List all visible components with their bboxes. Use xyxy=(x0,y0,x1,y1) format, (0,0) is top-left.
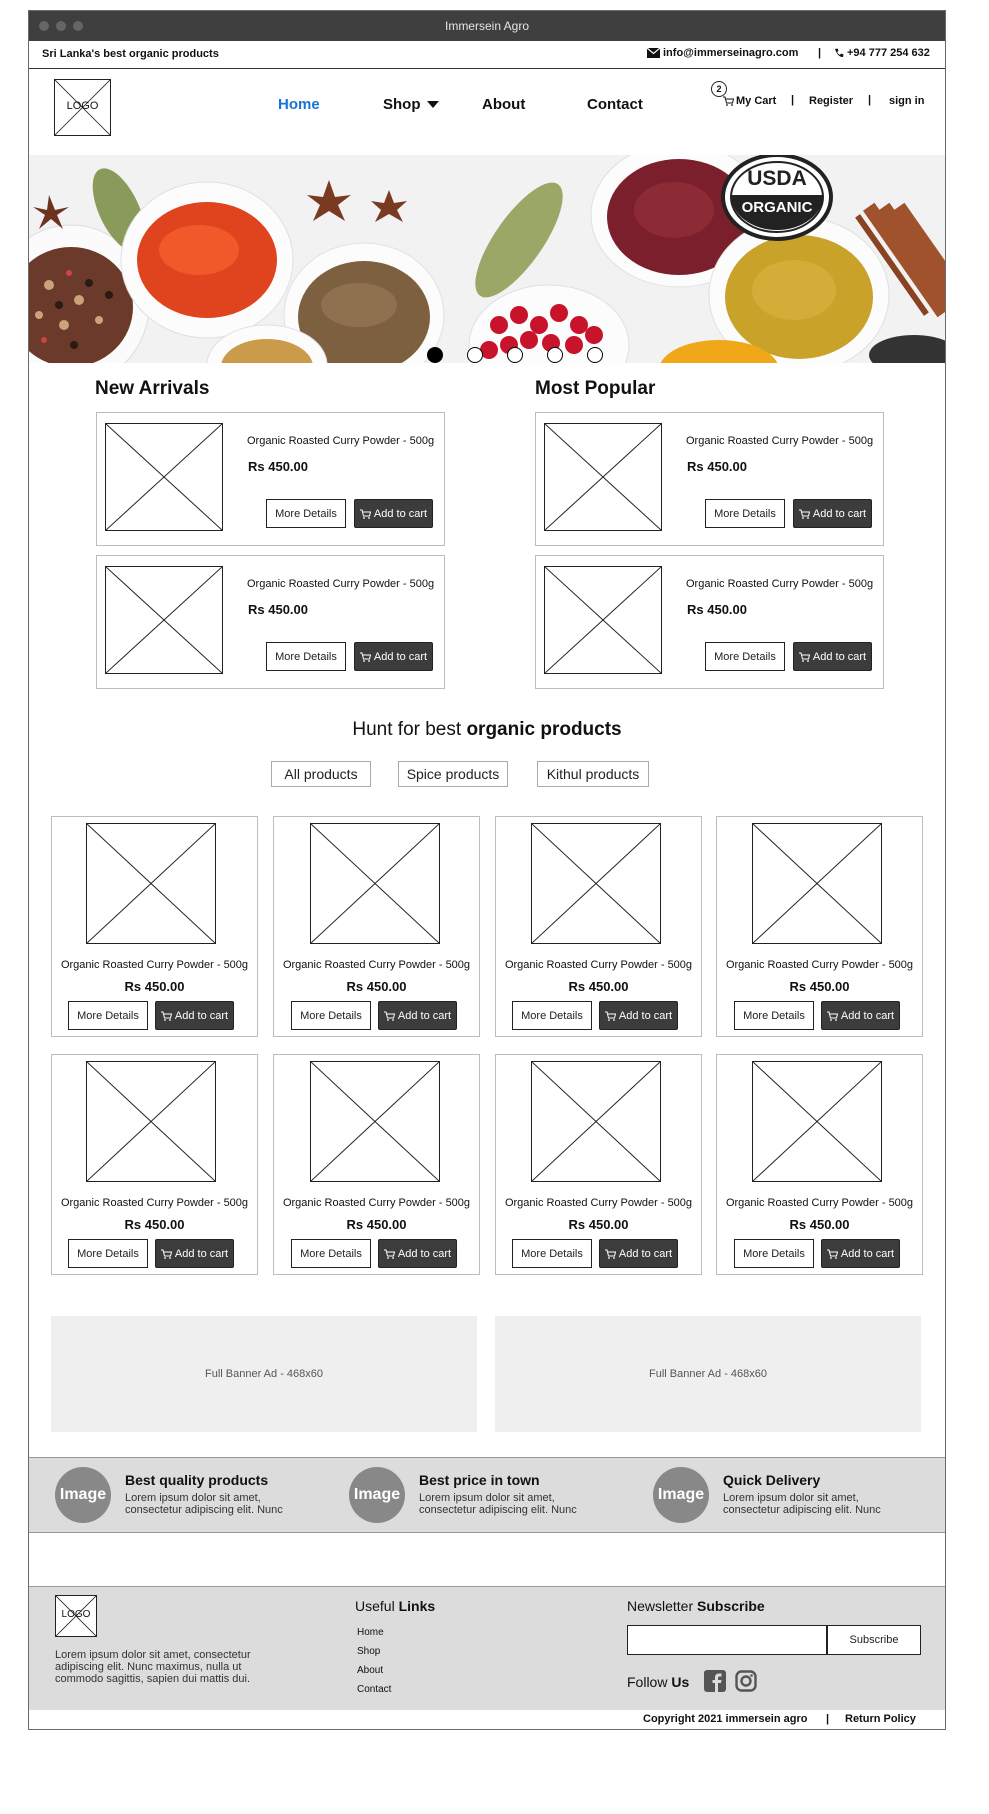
cart-icon xyxy=(827,1011,838,1021)
cart-icon xyxy=(723,96,734,106)
top-info-bar xyxy=(29,41,945,69)
add-to-cart-label: Add to cart xyxy=(174,1009,229,1022)
product-name[interactable]: Organic Roasted Curry Powder - 500g xyxy=(504,1197,693,1209)
product-name[interactable]: Organic Roasted Curry Powder - 500g xyxy=(60,959,249,971)
cart-count-badge: 2 xyxy=(711,81,727,97)
minimize-window-button[interactable] xyxy=(56,21,66,31)
more-details-button[interactable]: More Details xyxy=(68,1239,148,1268)
add-to-cart-button[interactable] xyxy=(793,642,872,671)
email-contact[interactable] xyxy=(647,47,798,59)
divider: | xyxy=(868,94,872,106)
cart-icon xyxy=(384,1249,395,1259)
browser-window xyxy=(28,10,946,1730)
most-popular-card xyxy=(535,555,884,689)
more-details-button[interactable]: More Details xyxy=(705,499,785,528)
newsletter-heading-light: Newsletter xyxy=(627,1598,694,1614)
product-image[interactable] xyxy=(86,1061,216,1182)
carousel-dot-4[interactable] xyxy=(547,347,563,363)
add-to-cart-label: Add to cart xyxy=(397,1247,452,1260)
product-price: Rs 450.00 xyxy=(687,459,747,474)
product-price: Rs 450.00 xyxy=(124,979,185,994)
product-image[interactable] xyxy=(105,566,223,674)
usda-badge-bottom: ORGANIC xyxy=(741,199,813,216)
add-to-cart-button[interactable] xyxy=(155,1001,234,1030)
product-price: Rs 450.00 xyxy=(346,979,407,994)
envelope-icon xyxy=(647,48,660,58)
carousel-dot-1[interactable] xyxy=(427,347,443,363)
hunt-heading-light: Hunt for best xyxy=(352,719,462,740)
feature-title: Best quality products xyxy=(125,1472,269,1488)
product-name[interactable]: Organic Roasted Curry Powder - 500g xyxy=(282,1197,471,1209)
copyright-text: Copyright 2021 immersein agro xyxy=(643,1713,808,1725)
tagline: Sri Lanka's best organic products xyxy=(42,48,219,60)
add-to-cart-button[interactable] xyxy=(155,1239,234,1268)
cart-icon xyxy=(799,509,810,519)
return-policy-link[interactable]: Return Policy xyxy=(845,1713,916,1725)
product-image[interactable] xyxy=(105,423,223,531)
email-text: info@immerseinagro.com xyxy=(663,47,799,59)
phone-contact[interactable] xyxy=(834,47,930,59)
add-to-cart-button[interactable] xyxy=(354,642,433,671)
copyright-bar xyxy=(29,1710,945,1728)
add-to-cart-label: Add to cart xyxy=(840,1009,895,1022)
divider: | xyxy=(818,47,822,59)
newsletter-heading xyxy=(627,1598,765,1614)
add-to-cart-button[interactable] xyxy=(821,1239,900,1268)
product-image[interactable] xyxy=(752,823,882,944)
product-image[interactable] xyxy=(531,1061,661,1182)
product-image[interactable] xyxy=(544,423,662,531)
more-details-button[interactable]: More Details xyxy=(734,1239,814,1268)
feature-image: Image xyxy=(653,1467,709,1523)
product-image[interactable] xyxy=(531,823,661,944)
more-details-button[interactable]: More Details xyxy=(266,499,346,528)
feature-text: Lorem ipsum dolor sit amet, consectetur adipiscing elit. Nunc xyxy=(419,1492,577,1516)
my-cart-label: My Cart xyxy=(736,95,777,107)
product-price: Rs 450.00 xyxy=(248,602,308,617)
add-to-cart-label: Add to cart xyxy=(618,1009,673,1022)
add-to-cart-label: Add to cart xyxy=(840,1247,895,1260)
usda-badge-top: USDA xyxy=(747,167,807,190)
product-price: Rs 450.00 xyxy=(789,979,850,994)
more-details-button[interactable]: More Details xyxy=(705,642,785,671)
follow-heading-light: Follow xyxy=(627,1674,668,1690)
hunt-heading xyxy=(29,719,945,741)
product-name[interactable]: Organic Roasted Curry Powder - 500g xyxy=(725,959,914,971)
add-to-cart-label: Add to cart xyxy=(174,1247,229,1260)
useful-links-heading-light: Useful xyxy=(355,1598,395,1614)
product-name[interactable]: Organic Roasted Curry Powder - 500g xyxy=(247,578,435,590)
product-price: Rs 450.00 xyxy=(568,979,629,994)
nav-shop[interactable] xyxy=(383,96,439,113)
features-strip xyxy=(29,1457,945,1533)
filter-kithul-products[interactable]: Kithul products xyxy=(537,761,649,787)
product-price: Rs 450.00 xyxy=(568,1217,629,1232)
more-details-button[interactable]: More Details xyxy=(266,642,346,671)
new-arrival-card xyxy=(96,555,445,689)
product-card xyxy=(495,816,702,1037)
phone-text: +94 777 254 632 xyxy=(847,47,930,59)
feature-text: Lorem ipsum dolor sit amet, consectetur adipiscing elit. Nunc xyxy=(723,1492,881,1516)
window-title: Immersein Agro xyxy=(444,19,530,33)
footer-link-home[interactable]: Home xyxy=(357,1627,384,1638)
most-popular-card xyxy=(535,412,884,546)
add-to-cart-label: Add to cart xyxy=(618,1247,673,1260)
add-to-cart-label: Add to cart xyxy=(373,507,428,520)
follow-heading xyxy=(627,1674,689,1690)
feature-title: Quick Delivery xyxy=(723,1472,821,1488)
filter-spice-products[interactable]: Spice products xyxy=(398,761,508,787)
product-card xyxy=(273,816,480,1037)
product-card xyxy=(273,1054,480,1275)
register-link[interactable]: Register xyxy=(809,95,854,107)
feature-text: Lorem ipsum dolor sit amet, consectetur adipiscing elit. Nunc xyxy=(125,1492,283,1516)
product-name[interactable]: Organic Roasted Curry Powder - 500g xyxy=(60,1197,249,1209)
nav-contact[interactable]: Contact xyxy=(587,96,643,113)
add-to-cart-button[interactable] xyxy=(599,1001,678,1030)
product-price: Rs 450.00 xyxy=(248,459,308,474)
product-card xyxy=(716,1054,923,1275)
product-name[interactable]: Organic Roasted Curry Powder - 500g xyxy=(686,435,874,447)
newsletter-email-input[interactable] xyxy=(627,1625,827,1655)
hunt-heading-bold: organic products xyxy=(466,719,622,740)
product-image[interactable] xyxy=(544,566,662,674)
follow-heading-bold: Us xyxy=(671,1674,690,1690)
add-to-cart-label: Add to cart xyxy=(812,650,867,663)
add-to-cart-button[interactable] xyxy=(821,1001,900,1030)
divider: | xyxy=(826,1713,830,1725)
add-to-cart-button[interactable] xyxy=(793,499,872,528)
cart-icon xyxy=(827,1249,838,1259)
my-cart-link[interactable] xyxy=(723,95,776,107)
footer-link-contact[interactable]: Contact xyxy=(357,1684,392,1695)
carousel-dot-2[interactable] xyxy=(467,347,483,363)
filter-all-products[interactable]: All products xyxy=(271,761,371,787)
add-to-cart-label: Add to cart xyxy=(373,650,428,663)
divider: | xyxy=(791,94,795,106)
carousel-dot-5[interactable] xyxy=(587,347,603,363)
phone-icon xyxy=(834,48,844,58)
product-card xyxy=(51,1054,258,1275)
new-arrival-card xyxy=(96,412,445,546)
add-to-cart-label: Add to cart xyxy=(812,507,867,520)
footer-link-about[interactable]: About xyxy=(357,1665,384,1676)
cart-icon xyxy=(360,652,371,662)
newsletter-heading-bold: Subscribe xyxy=(697,1598,765,1614)
feature-title: Best price in town xyxy=(419,1472,540,1488)
product-name[interactable]: Organic Roasted Curry Powder - 500g xyxy=(686,578,874,590)
add-to-cart-button[interactable] xyxy=(378,1001,457,1030)
nav-shop-label: Shop xyxy=(383,96,421,113)
product-price: Rs 450.00 xyxy=(346,1217,407,1232)
product-name[interactable]: Organic Roasted Curry Powder - 500g xyxy=(282,959,471,971)
nav-about[interactable]: About xyxy=(482,96,526,113)
cart-icon xyxy=(161,1011,172,1021)
product-image[interactable] xyxy=(86,823,216,944)
footer-link-shop[interactable]: Shop xyxy=(357,1646,381,1657)
product-card xyxy=(51,816,258,1037)
new-arrivals-title: New Arrivals xyxy=(95,378,210,399)
spices-hero-image xyxy=(29,155,945,363)
ad-banner[interactable]: Full Banner Ad - 468x60 xyxy=(51,1316,477,1432)
cart-icon xyxy=(360,509,371,519)
product-image[interactable] xyxy=(310,1061,440,1182)
product-name[interactable]: Organic Roasted Curry Powder - 500g xyxy=(247,435,435,447)
product-image[interactable] xyxy=(752,1061,882,1182)
hero-carousel xyxy=(29,155,945,363)
signin-link[interactable]: sign in xyxy=(889,95,925,107)
facebook-icon[interactable] xyxy=(704,1670,726,1692)
cart-icon xyxy=(161,1249,172,1259)
footer xyxy=(29,1586,945,1711)
add-to-cart-button[interactable] xyxy=(378,1239,457,1268)
product-card xyxy=(716,816,923,1037)
product-name[interactable]: Organic Roasted Curry Powder - 500g xyxy=(504,959,693,971)
useful-links-heading-bold: Links xyxy=(398,1598,436,1614)
maximize-window-button[interactable] xyxy=(73,21,83,31)
product-price: Rs 450.00 xyxy=(789,1217,850,1232)
logo-text: LOGO xyxy=(66,100,99,112)
useful-links-heading xyxy=(355,1598,435,1614)
product-name[interactable]: Organic Roasted Curry Powder - 500g xyxy=(725,1197,914,1209)
product-card xyxy=(495,1054,702,1275)
add-to-cart-button[interactable] xyxy=(354,499,433,528)
subscribe-button[interactable]: Subscribe xyxy=(827,1625,921,1655)
add-to-cart-label: Add to cart xyxy=(397,1009,452,1022)
instagram-icon[interactable] xyxy=(735,1670,757,1692)
nav-home[interactable]: Home xyxy=(278,96,320,113)
ad-banner[interactable]: Full Banner Ad - 468x60 xyxy=(495,1316,921,1432)
cart-icon xyxy=(799,652,810,662)
close-window-button[interactable] xyxy=(39,21,49,31)
product-price: Rs 450.00 xyxy=(124,1217,185,1232)
product-price: Rs 450.00 xyxy=(687,602,747,617)
footer-logo-text: LOGO xyxy=(61,1609,91,1620)
footer-about: Lorem ipsum dolor sit amet, consectetur adipiscing elit. Nunc maximus, nulla ut commodo sagittis, sapien dui mattis dui. xyxy=(55,1649,251,1685)
more-details-button[interactable]: More Details xyxy=(291,1239,371,1268)
more-details-button[interactable]: More Details xyxy=(68,1001,148,1030)
cart-icon xyxy=(384,1011,395,1021)
more-details-button[interactable]: More Details xyxy=(512,1239,592,1268)
product-image[interactable] xyxy=(310,823,440,944)
cart-icon xyxy=(605,1249,616,1259)
add-to-cart-button[interactable] xyxy=(599,1239,678,1268)
more-details-button[interactable]: More Details xyxy=(291,1001,371,1030)
cart-icon xyxy=(605,1011,616,1021)
more-details-button[interactable]: More Details xyxy=(734,1001,814,1030)
more-details-button[interactable]: More Details xyxy=(512,1001,592,1030)
most-popular-title: Most Popular xyxy=(535,378,656,399)
footer-logo[interactable] xyxy=(55,1595,97,1637)
feature-image: Image xyxy=(349,1467,405,1523)
chevron-down-icon xyxy=(427,101,439,109)
title-bar xyxy=(29,11,945,41)
carousel-dot-3[interactable] xyxy=(507,347,523,363)
feature-image: Image xyxy=(55,1467,111,1523)
logo[interactable] xyxy=(54,79,111,136)
